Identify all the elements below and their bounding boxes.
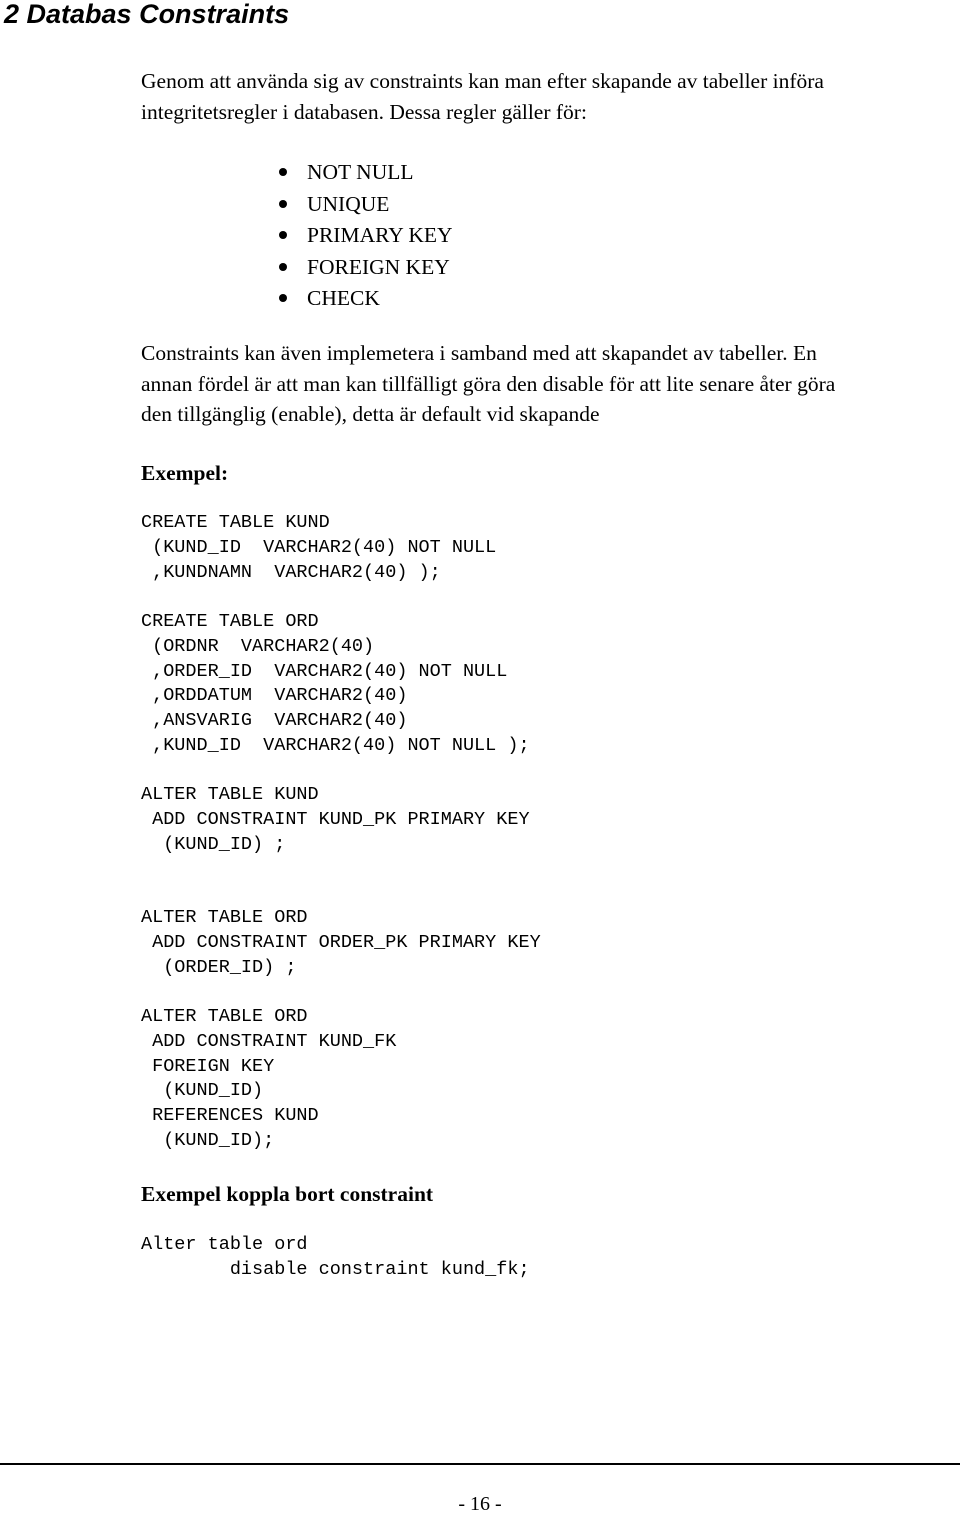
code-block-create-ord: CREATE TABLE ORD (ORDNR VARCHAR2(40) ,ORDER_ID VARCHAR2(40) NOT NULL ,ORDDATUM VARCHAR2(40) ,ANSVARIG VARCHAR2(40) ,KUND_ID VARCHAR2(40) NOT NULL ); (141, 611, 530, 756)
list-item-label: CHECK (307, 286, 380, 310)
bullet-icon (279, 231, 287, 239)
list-item (279, 220, 453, 252)
list-item-label: UNIQUE (307, 191, 390, 216)
intro-line-2: integritetsregler i databasen. Dessa regler gäller för: (141, 100, 587, 124)
bullet-icon (279, 168, 287, 176)
list-item-label: FOREIGN KEY (307, 254, 450, 279)
example2-heading: Exempel koppla bort constraint (141, 1182, 434, 1206)
constraint-type-list (279, 157, 453, 315)
code-block-kund-fk: ALTER TABLE ORD ADD CONSTRAINT KUND_FK FOREIGN KEY (KUND_ID) REFERENCES KUND (KUND_ID); (141, 1006, 397, 1151)
list-item (279, 157, 453, 189)
bullet-icon (279, 200, 287, 208)
example-heading: Exempel: (141, 461, 229, 485)
list-item (279, 252, 453, 284)
intro-line-1: Genom att använda sig av constraints kan man efter skapande av tabeller införa (141, 69, 824, 93)
list-item (279, 189, 453, 221)
description-line-3: den tillgänglig (enable), detta är default vid skapande (141, 402, 600, 426)
code-block-create-kund: CREATE TABLE KUND (KUND_ID VARCHAR2(40) NOT NULL ,KUNDNAMN VARCHAR2(40) ); (141, 512, 497, 583)
code-block-kund-pk: ALTER TABLE KUND ADD CONSTRAINT KUND_PK PRIMARY KEY (KUND_ID) ; (141, 784, 530, 855)
list-item-label: PRIMARY KEY (307, 223, 453, 247)
page-title: 2 Databas Constraints (4, 0, 290, 29)
footer-divider (0, 1463, 960, 1465)
bullet-icon (279, 294, 287, 302)
list-item (279, 283, 453, 315)
code-block-order-pk: ALTER TABLE ORD ADD CONSTRAINT ORDER_PK PRIMARY KEY (ORDER_ID) ; (141, 907, 541, 978)
code-block-disable-constraint: Alter table ord disable constraint kund_fk; (141, 1234, 530, 1280)
description-line-1: Constraints kan även implemetera i samband med att skapandet av tabeller. En (141, 341, 817, 365)
description-line-2: annan fördel är att man kan tillfälligt göra den disable för att lite senare åter göra (141, 372, 836, 396)
list-item-label: NOT NULL (307, 160, 414, 184)
page-number: - 16 - (458, 1493, 502, 1515)
bullet-icon (279, 263, 287, 271)
